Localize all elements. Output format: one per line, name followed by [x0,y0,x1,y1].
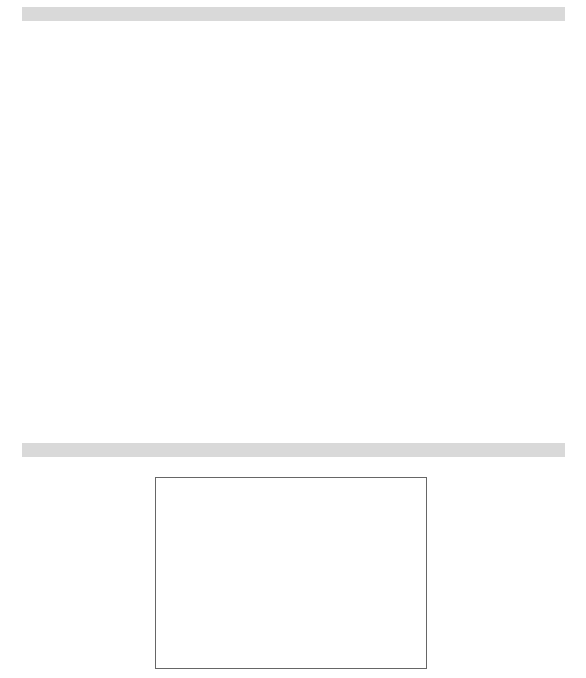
detection-range-chart [155,477,427,669]
section-header-curves [22,443,565,457]
section-header-technical-params [22,7,565,21]
chart-svg [156,478,426,668]
